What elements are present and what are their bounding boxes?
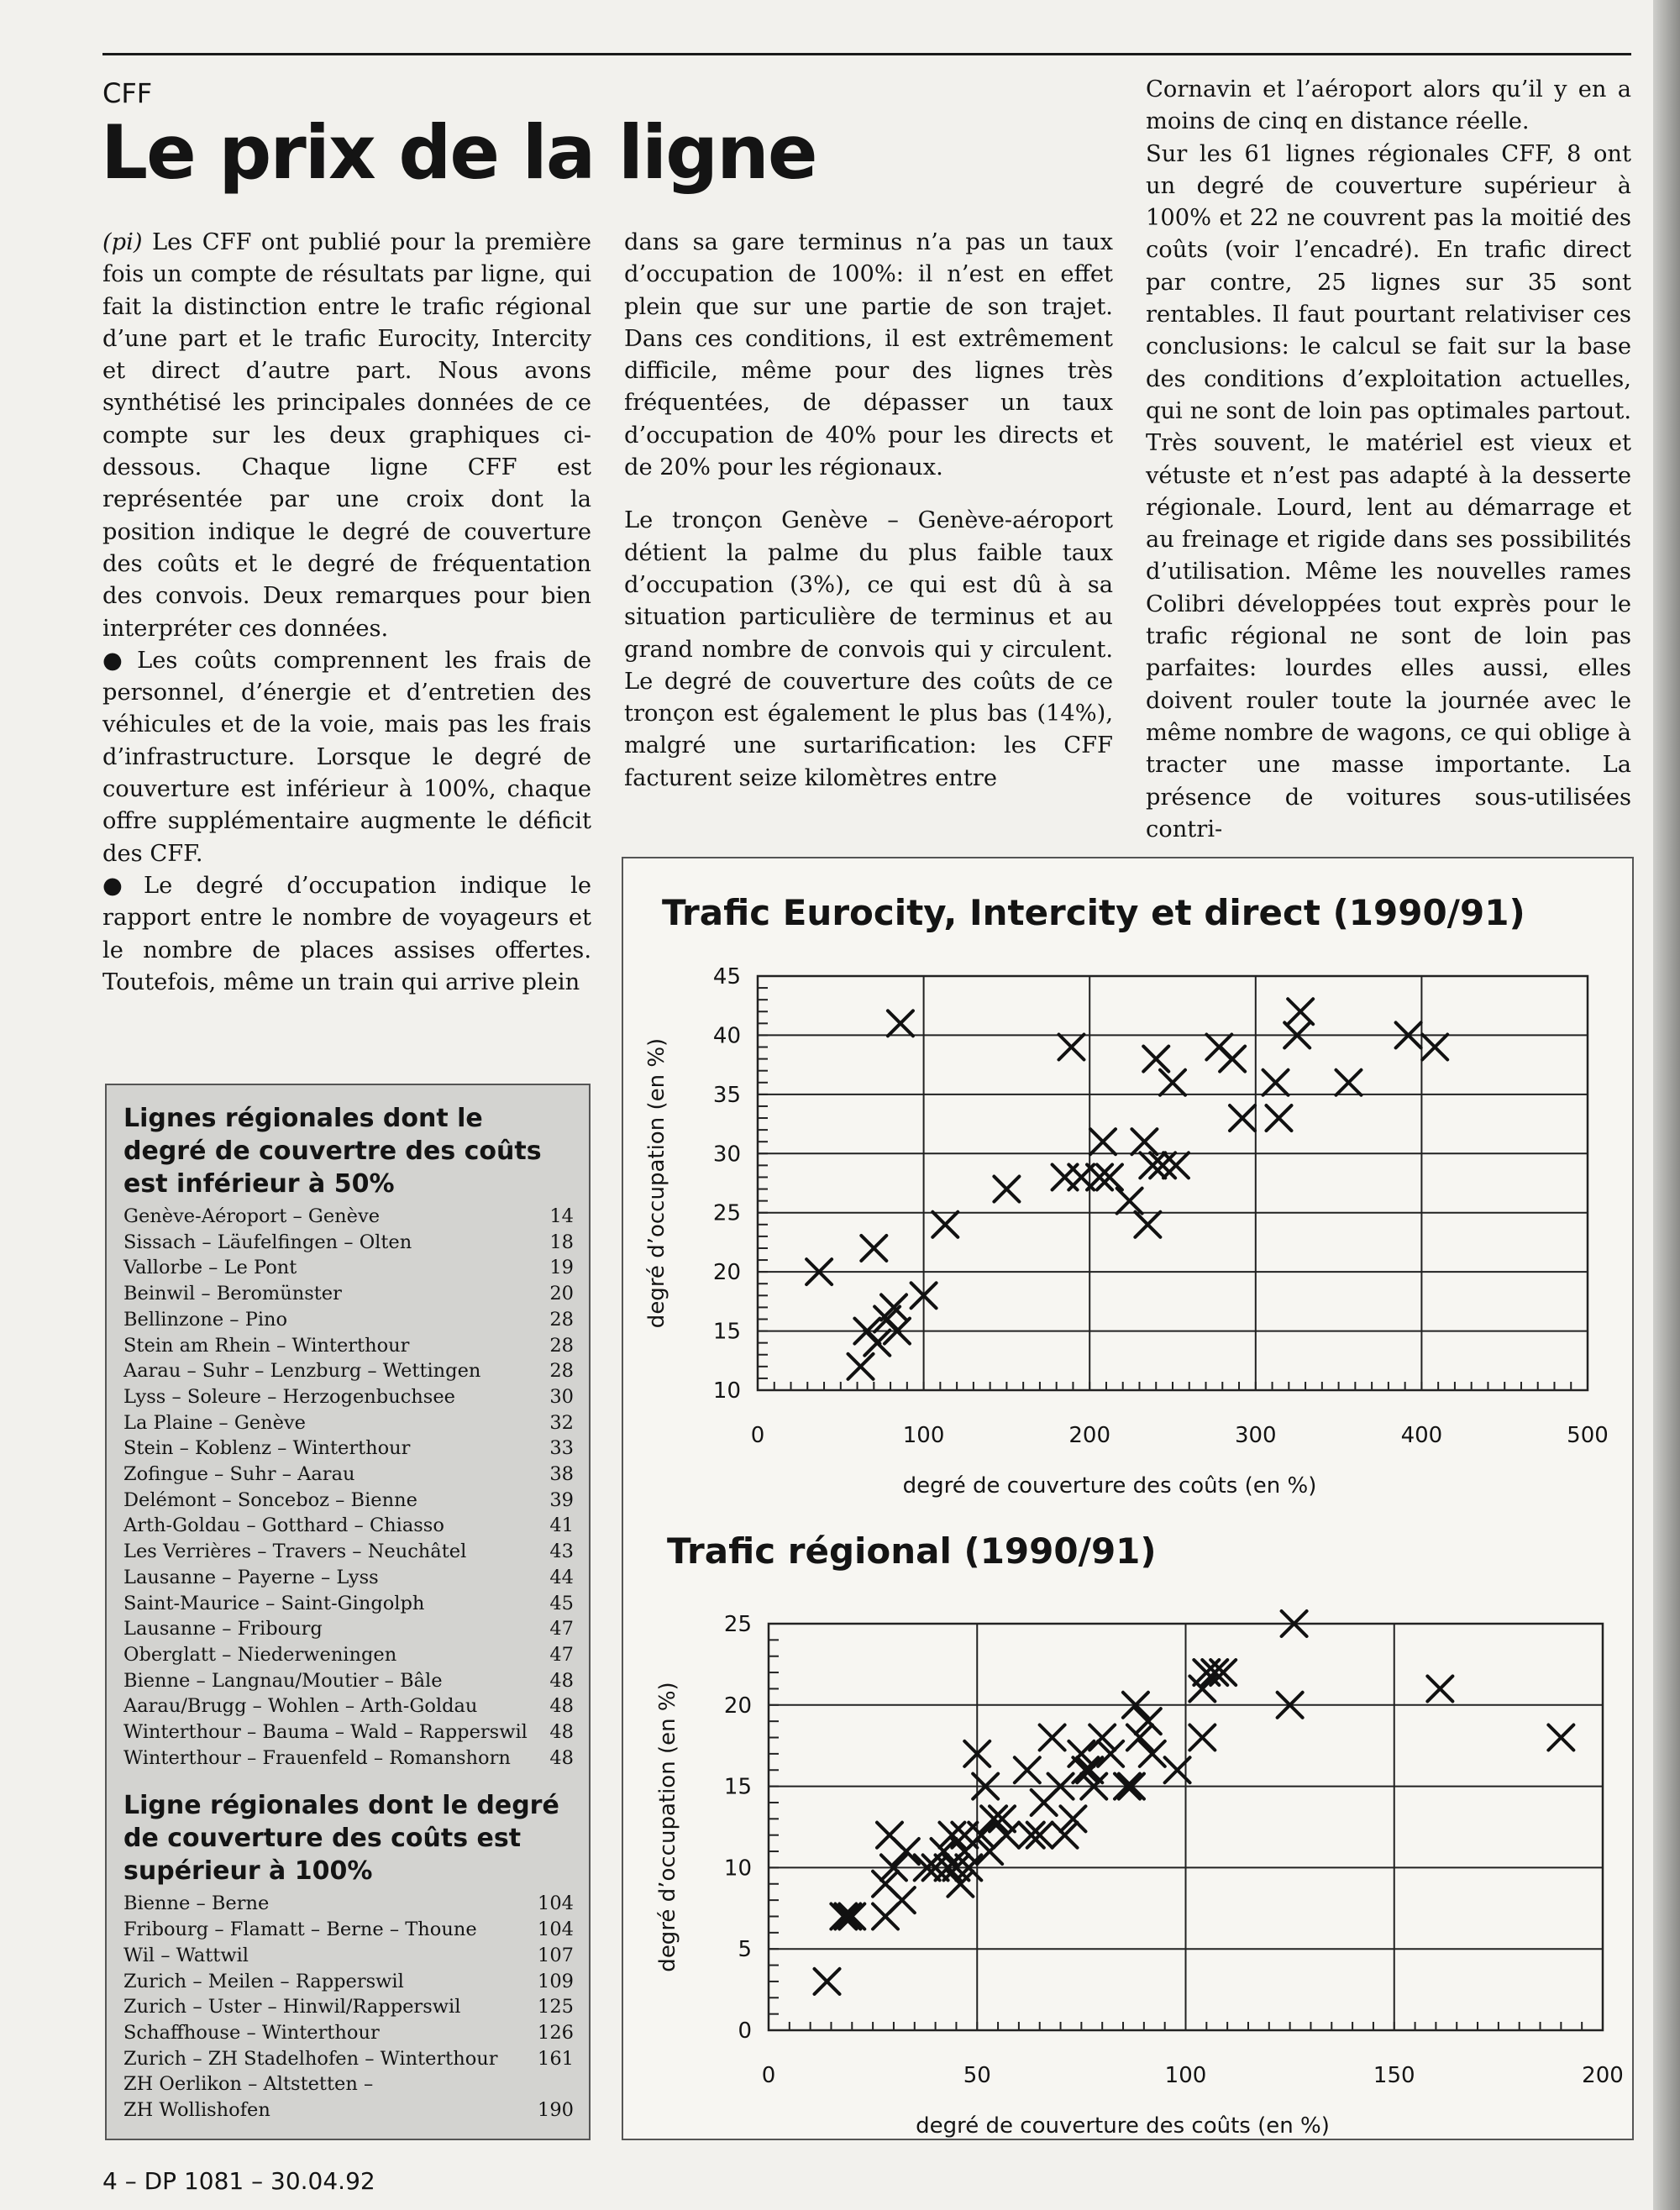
line-name: Genève-Aéroport – Genève: [123, 1205, 381, 1227]
line-name: Winterthour – Bauma – Wald – Rapperswil: [123, 1721, 528, 1744]
chart-title: Trafic régional (1990/91): [667, 1530, 1157, 1572]
data-point-marker: [994, 1823, 1019, 1848]
article-column-3: [1146, 74, 1631, 846]
data-point-marker: [1163, 1152, 1189, 1178]
top-rule: [102, 53, 1631, 55]
list-item: [123, 1642, 574, 1668]
box-heading-high: Ligne régionales dont le degré de couverture des coûts est supérieur à 100%: [123, 1791, 559, 1887]
x-tick-label: 100: [1164, 2063, 1207, 2088]
data-point-marker: [1131, 1129, 1157, 1154]
bullet-paragraph: [102, 645, 591, 870]
bullet-text: Les coûts comprennent les frais de personnel, d’énergie et d’entretien des véhicules et de la voie, mais pas les frais d’infrastructure. Lorsque le degré de couverture est inférieur à 100%, chaque offre supplémentaire augmente le déficit des CFF.: [102, 647, 591, 867]
x-tick-label: 300: [1234, 1423, 1277, 1448]
list-item: [123, 1591, 574, 1617]
x-tick-label: 0: [761, 2063, 776, 2088]
data-point-marker: [1189, 1676, 1215, 1701]
line-name: Les Verrières – Travers – Neuchâtel: [123, 1541, 467, 1563]
y-tick-label: 25: [712, 1200, 741, 1226]
data-point-marker: [1427, 1676, 1452, 1701]
line-name: Delémont – Sonceboz – Bienne: [123, 1488, 417, 1511]
list-item: [123, 1565, 574, 1591]
list-item: [123, 1693, 574, 1719]
line-name: Lausanne – Fribourg: [123, 1618, 323, 1640]
x-axis-label: degré de couverture des coûts (en %): [902, 1473, 1317, 1499]
list-item: [123, 1969, 574, 1995]
list-item: [123, 1719, 574, 1745]
coverage-value: 14: [549, 1205, 574, 1227]
list-item: [123, 1204, 574, 1230]
y-axis-label: degré d’occupation (en %): [655, 1682, 680, 1972]
coverage-value: 28: [549, 1360, 574, 1383]
coverage-value: 33: [549, 1437, 574, 1460]
y-tick-label: 10: [723, 1856, 752, 1882]
line-name: Zurich – ZH Stadelhofen – Winterthour: [123, 2047, 498, 2070]
coverage-value: 109: [538, 1970, 574, 1992]
data-point-marker: [1015, 1757, 1040, 1782]
y-tick-label: 30: [712, 1142, 741, 1168]
coverage-value: 44: [549, 1566, 574, 1588]
line-name: Lyss – Soleure – Herzogenbuchsee: [123, 1385, 455, 1408]
data-point-marker: [815, 1969, 840, 1994]
data-point-marker: [861, 1236, 886, 1261]
data-point-marker: [1548, 1725, 1573, 1751]
y-tick-label: 25: [723, 1612, 752, 1637]
y-tick-label: 10: [712, 1378, 741, 1404]
coverage-value: 48: [549, 1746, 574, 1769]
coverage-value: 20: [549, 1283, 574, 1305]
line-name: Lausanne – Payerne – Lyss: [123, 1566, 379, 1588]
intro-paragraph: [102, 227, 591, 645]
y-tick-label: 20: [712, 1260, 741, 1286]
line-name: Bienne – Langnau/Moutier – Bâle: [123, 1669, 443, 1692]
list-item: [123, 1994, 574, 2020]
paragraph: dans sa gare terminus n’a pas un taux d’occupation de 100%: il n’est en effet plein que sur une partie de son trajet. Dans ces conditions, il est extrêmement difficile, même pour des lignes très fréquentées, de dépasser un taux d’occupation de 40% pour les directs et de 20% pour les régionaux.: [624, 229, 1113, 481]
line-name: ZH Oerlikon – Altstetten –: [123, 2073, 374, 2096]
list-item: [123, 1255, 574, 1281]
coverage-value: 38: [549, 1463, 574, 1486]
data-point-marker: [1135, 1212, 1160, 1237]
coverage-value: 30: [549, 1385, 574, 1408]
line-name: Vallorbe – Le Pont: [123, 1257, 297, 1279]
data-point-marker: [1140, 1741, 1165, 1766]
line-name: Bienne – Berne: [123, 1892, 270, 1915]
coverage-value: 125: [538, 1996, 574, 2018]
paragraph: Sur les 61 lignes régionales CFF, 8 ont un degré de couverture supérieur à 100% et 22 ne couvrent pas la moitié des coûts (voir l’encadré). En trafic direct par contre, 25 lignes sur 35 sont rentables. Il faut pourtant relativiser ces conclusions: le calcul se fait sur la base des conditions d’exploitation actuelles, qui ne sont de loin pas optimales partout. Très souvent, le matériel est vieux et vétuste et n’est pas adapté à la desserte régionale. Lourd, lent au démarrage et au freinage et rigide dans ses possibilités d’utilisation. Même les nouvelles rames Colibri développées tout exprès pour le trafic régional ne sont de loin pas parfaites: lourdes elles aussi, elles doivent rouler toute la journée avec le même nombre de wagons, ce qui oblige à tracter une masse importante. La présence de voitures sous-utilisées contri-: [1146, 140, 1631, 843]
data-point-marker: [888, 1011, 913, 1036]
x-tick-label: 50: [963, 2063, 991, 2088]
coverage-value: 107: [538, 1944, 574, 1966]
coverage-value: 19: [549, 1257, 574, 1279]
data-point-marker: [1288, 999, 1313, 1024]
intro-text: Les CFF ont publié pour la première fois un compte de résultats par ligne, qui fait la distinction entre le trafic régional d’une part et le trafic Eurocity, Intercity et direct d’autre part. Nous avons synthétisé les principales données de ce compte sur les deux graphiques ci-dessous. Chaque ligne CFF est représentée par une croix dont la position indique le degré de couverture des coûts et le degré de fréquentation des convois. Deux remarques pour bien interpréter ces données.: [102, 229, 591, 642]
coverage-value: 43: [549, 1541, 574, 1563]
bullet-icon: ●: [102, 872, 139, 899]
list-item: [123, 1307, 574, 1333]
line-name: Aarau/Brugg – Wohlen – Arth-Goldau: [123, 1695, 478, 1718]
list-item: [123, 1230, 574, 1256]
coverage-value: 104: [538, 1892, 574, 1915]
list-item: [123, 2020, 574, 2046]
y-tick-label: 35: [712, 1082, 741, 1108]
regional-lines-box: [105, 1084, 591, 2140]
list-item: [123, 1616, 574, 1642]
line-name: Schaffhouse – Winterthour: [123, 2021, 380, 2044]
page-footer: 4 – DP 1081 – 30.04.92: [102, 2167, 375, 2195]
data-point-marker: [848, 1354, 874, 1379]
coverage-value: 47: [549, 1618, 574, 1640]
list-item: [123, 1436, 574, 1462]
list-item: [123, 1358, 574, 1384]
data-point-marker: [1230, 1105, 1255, 1131]
line-name: Beinwil – Beromünster: [123, 1283, 342, 1305]
x-tick-label: 150: [1373, 2063, 1415, 2088]
coverage-value: 45: [549, 1592, 574, 1614]
list-item: [123, 1917, 574, 1943]
x-tick-label: 400: [1400, 1423, 1443, 1448]
list-item: [123, 1539, 574, 1565]
paragraph: Cornavin et l’aéroport alors qu’il y en a moins de cinq en distance réelle.: [1146, 76, 1631, 135]
page-title: Le prix de la ligne: [101, 109, 816, 196]
data-point-marker: [1143, 1047, 1168, 1072]
list-item: [123, 2071, 574, 2097]
coverage-value: 28: [549, 1334, 574, 1357]
coverage-value: 126: [538, 2021, 574, 2044]
x-axis-label: degré de couverture des coûts (en %): [916, 2113, 1330, 2139]
list-item: [123, 1410, 574, 1436]
data-point-marker: [894, 1839, 919, 1864]
data-point-marker: [1263, 1070, 1289, 1095]
coverage-value: 18: [549, 1231, 574, 1253]
bullet-paragraph: [102, 870, 591, 999]
data-point-marker: [1189, 1725, 1215, 1751]
x-tick-label: 200: [1582, 2063, 1624, 2088]
list-item: [123, 1891, 574, 1917]
chart-title: Trafic Eurocity, Intercity et direct (1990/91): [662, 892, 1525, 933]
data-point-marker: [1220, 1047, 1245, 1072]
charts-panel: [622, 857, 1634, 2140]
data-point-marker: [994, 1177, 1019, 1202]
coverage-value: 32: [549, 1411, 574, 1434]
list-item: [123, 1943, 574, 1969]
x-tick-label: 500: [1567, 1423, 1609, 1448]
data-point-marker: [1160, 1070, 1185, 1095]
low-coverage-list: [123, 1204, 574, 1771]
line-name: Zurich – Meilen – Rapperswil: [123, 1970, 404, 1992]
section-kicker: CFF: [102, 77, 153, 109]
y-tick-label: 0: [738, 2018, 752, 2044]
plot-frame: [758, 976, 1588, 1390]
line-name: Zofingue – Suhr – Aarau: [123, 1463, 355, 1486]
list-item: [123, 1333, 574, 1359]
data-point-marker: [1117, 1189, 1142, 1214]
list-item: [123, 1384, 574, 1410]
line-name: Fribourg – Flamatt – Berne – Thoune: [123, 1919, 477, 1941]
y-tick-label: 5: [738, 1937, 752, 1963]
high-coverage-list: [123, 1891, 574, 2123]
coverage-value: [538, 2071, 574, 2097]
coverage-value: 47: [549, 1643, 574, 1666]
line-name: ZH Wollishofen: [123, 2099, 270, 2122]
page-edge-shadow: [1653, 0, 1680, 2210]
coverage-value: 28: [549, 1308, 574, 1331]
data-point-marker: [1058, 1035, 1084, 1060]
coverage-value: 48: [549, 1695, 574, 1718]
data-point-marker: [1266, 1105, 1291, 1131]
list-item: [123, 1488, 574, 1514]
y-tick-label: 20: [723, 1693, 752, 1719]
list-item: [123, 2046, 574, 2072]
list-item: [123, 2097, 574, 2123]
x-tick-label: 200: [1068, 1423, 1111, 1448]
line-name: Saint-Maurice – Saint-Gingolph: [123, 1592, 425, 1614]
bullet-icon: ●: [102, 647, 133, 674]
line-name: Winterthour – Frauenfeld – Romanshorn: [123, 1746, 511, 1769]
coverage-value: 104: [538, 1919, 574, 1941]
author-initials: (pi): [102, 229, 143, 255]
bullet-text: Le degré d’occupation indique le rapport entre le nombre de voyageurs et le nombre de places assises offertes. Toutefois, même un train qui arrive plein: [102, 872, 591, 995]
line-name: Zurich – Uster – Hinwil/Rapperswil: [123, 1996, 461, 2018]
line-name: Arth-Goldau – Gotthard – Chiasso: [123, 1514, 444, 1537]
coverage-value: 41: [549, 1514, 574, 1537]
list-item: [123, 1745, 574, 1772]
list-item: [123, 1513, 574, 1539]
coverage-value: 190: [538, 2099, 574, 2122]
data-point-marker: [932, 1212, 958, 1237]
line-name: Bellinzone – Pino: [123, 1308, 288, 1331]
data-point-marker: [1336, 1070, 1361, 1095]
y-tick-label: 15: [712, 1319, 741, 1345]
article-column-2: [624, 227, 1113, 795]
data-point-marker: [1090, 1129, 1116, 1154]
data-point-marker: [890, 1887, 915, 1913]
y-tick-label: 15: [723, 1774, 752, 1800]
list-item: [123, 1668, 574, 1694]
y-tick-label: 40: [712, 1023, 741, 1049]
line-name: Aarau – Suhr – Lenzburg – Wettingen: [123, 1360, 481, 1383]
list-item: [123, 1281, 574, 1307]
line-name: Stein am Rhein – Winterthour: [123, 1334, 410, 1357]
line-name: La Plaine – Genève: [123, 1411, 306, 1434]
line-name: Wil – Wattwil: [123, 1944, 249, 1966]
data-point-marker: [881, 1294, 906, 1320]
coverage-value: 39: [549, 1488, 574, 1511]
list-item: [123, 1462, 574, 1488]
data-point-marker: [1040, 1725, 1065, 1751]
line-name: Sissach – Läufelfingen – Olten: [123, 1231, 412, 1253]
y-tick-label: 45: [712, 964, 741, 990]
y-axis-label: degré d’occupation (en %): [644, 1037, 669, 1329]
box-heading-low: Lignes régionales dont le degré de couvertre des coûts est inférieur à 50%: [123, 1104, 542, 1199]
data-point-marker: [835, 1903, 860, 1929]
coverage-value: 48: [549, 1669, 574, 1692]
data-point-marker: [1422, 1035, 1447, 1060]
coverage-value: 48: [549, 1721, 574, 1744]
x-tick-label: 0: [750, 1423, 765, 1448]
line-name: Stein – Koblenz – Winterthour: [123, 1437, 411, 1460]
article-column-1: [102, 227, 591, 999]
scatter-charts: [623, 858, 1632, 2139]
coverage-value: 161: [538, 2047, 574, 2070]
x-tick-label: 100: [902, 1423, 945, 1448]
paragraph: Le tronçon Genève – Genève-aéroport détient la palme du plus faible taux d’occupation (3%), ce qui est dû à sa situation particulière de terminus et au grand nombre de convois qui y circulent. Le degré de couverture des coûts de ce tronçon est également le plus bas (14%), malgré une surtarification: les CFF facturent seize kilomètres entre: [624, 507, 1113, 791]
line-name: Oberglatt – Niederweningen: [123, 1643, 397, 1666]
